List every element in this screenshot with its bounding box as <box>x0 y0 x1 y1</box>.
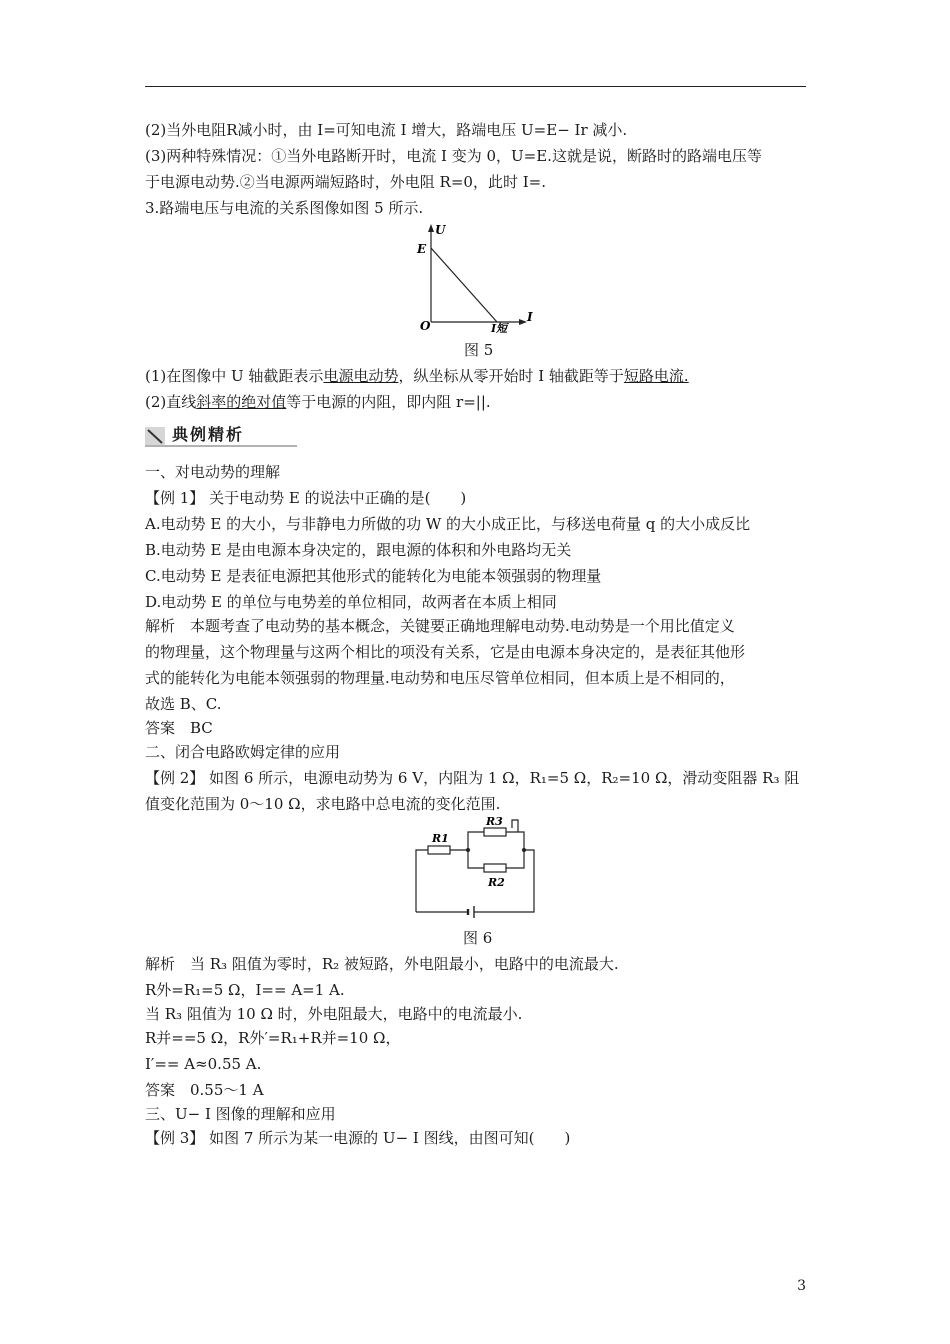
junction-dot <box>522 848 526 852</box>
text-line: (2)当外电阻R减小时，由 I=可知电流 I 增大，路端电压 U=E− Ir 减小. <box>145 121 628 139</box>
text-line: 3.路端电压与电流的关系图像如图 5 所示. <box>145 199 424 217</box>
text-line: 的物理量，这个物理量与这两个相比的项没有关系，它是由电源本身决定的，是表征其他形 <box>145 643 746 661</box>
underlined-term: 斜率的绝对值 <box>196 393 287 411</box>
figure-6-circuit <box>410 812 542 918</box>
text-line: R并==5 Ω，R外′=R₁+R并=10 Ω， <box>145 1029 401 1047</box>
label-r1: R1 <box>432 832 449 845</box>
option-a: A.电动势 E 的大小，与非静电力所做的功 W 的大小成正比，与移送电荷量 q 的大小成反比 <box>145 515 751 533</box>
text-line: 于电源电动势.②当电源两端短路时，外电阻 R=0，此时 I=. <box>145 173 546 191</box>
answer-1: 答案 BC <box>145 719 213 737</box>
text-line: 故选 B、C. <box>145 695 222 713</box>
text-span: (2)直线 <box>145 393 197 411</box>
u-axis-arrow <box>428 224 434 232</box>
text-line: 当 R₃ 阻值为 10 Ω 时，外电阻最大，电路中的电流最小. <box>145 1005 523 1023</box>
option-c: C.电动势 E 是表征电源把其他形式的能转化为电能本领强弱的物理量 <box>145 567 602 585</box>
label-i-short: I短 <box>491 322 508 334</box>
label-r3: R3 <box>486 815 503 828</box>
text-line: 【例 3】 如图 7 所示为某一电源的 U− I 图线，由图可知( ) <box>145 1129 571 1147</box>
section-title: 典例精析 <box>172 425 245 444</box>
page-number: 3 <box>797 1278 806 1294</box>
text-line: I′== A≈0.55 A. <box>145 1055 262 1073</box>
figure-5-graph <box>415 222 540 334</box>
wire <box>468 832 484 850</box>
label-i: I <box>527 310 533 324</box>
text-span: 等于电源的内阻，即内阻 r=||. <box>286 393 491 411</box>
underlined-term: 短路电流. <box>623 367 689 385</box>
text-line: R外=R₁=5 Ω，I== A=1 A. <box>145 981 345 999</box>
text-line: 解析 当 R₃ 阻值为零时，R₂ 被短路，外电阻最小，电路中的电流最大. <box>145 955 619 973</box>
resistor-r1 <box>428 846 450 854</box>
text-line: 【例 1】 关于电动势 E 的说法中正确的是( ) <box>145 489 467 507</box>
option-b: B.电动势 E 是由电源本身决定的，跟电源的体积和外电路均无关 <box>145 541 572 559</box>
answer-2: 答案 0.55～1 A <box>145 1081 264 1099</box>
label-e: E <box>417 242 427 256</box>
resistor-r3 <box>484 828 506 836</box>
wire <box>468 850 484 868</box>
text-line <box>145 392 491 412</box>
text-line: 三、U− I 图像的理解和应用 <box>145 1105 336 1123</box>
text-line: 二、闭合电路欧姆定律的应用 <box>145 743 341 761</box>
junction-dot <box>466 848 470 852</box>
underlined-term: 电源电动势 <box>323 367 399 385</box>
text-line: 值变化范围为 0～10 Ω，求电路中总电流的变化范围. <box>145 795 501 813</box>
i-axis-arrow <box>519 319 527 325</box>
figure-5-caption: 图 5 <box>464 341 494 359</box>
text-line <box>145 366 689 386</box>
option-d: D.电动势 E 的单位与电势差的单位相同，故两者在本质上相同 <box>145 593 557 611</box>
text-line: (3)两种特殊情况：①当外电路断开时，电流 I 变为 0，U=E.这就是说，断路时的路端电压等 <box>145 147 762 165</box>
label-r2: R2 <box>488 876 505 889</box>
wire <box>506 850 524 868</box>
label-u: U <box>435 223 446 237</box>
resistor-r2 <box>484 864 506 872</box>
text-span: (1)在图像中 U 轴截距表示 <box>145 367 324 385</box>
wire <box>416 850 428 912</box>
figure-6-caption: 图 6 <box>463 929 493 947</box>
text-line: 一、对电动势的理解 <box>145 463 281 481</box>
text-span: ，纵坐标从零开始时 I 轴截距等于 <box>398 367 624 385</box>
text-line: 式的能转化为电能本领强弱的物理量.电动势和电压尽管单位相同，但本质上是不相同的， <box>145 669 735 687</box>
wire <box>506 832 524 850</box>
u-i-line <box>431 248 497 322</box>
header-rule <box>145 86 806 87</box>
text-line: 解析 本题考查了电动势的基本概念，关键要正确地理解电动势.电动势是一个用比值定义 <box>145 617 735 635</box>
text-line: 【例 2】 如图 6 所示，电源电动势为 6 V，内阻为 1 Ω，R₁=5 Ω，R₂=10 Ω，滑动变阻器 R₃ 阻 <box>145 769 800 787</box>
slider-wire <box>512 820 518 832</box>
label-o: O <box>420 319 431 333</box>
